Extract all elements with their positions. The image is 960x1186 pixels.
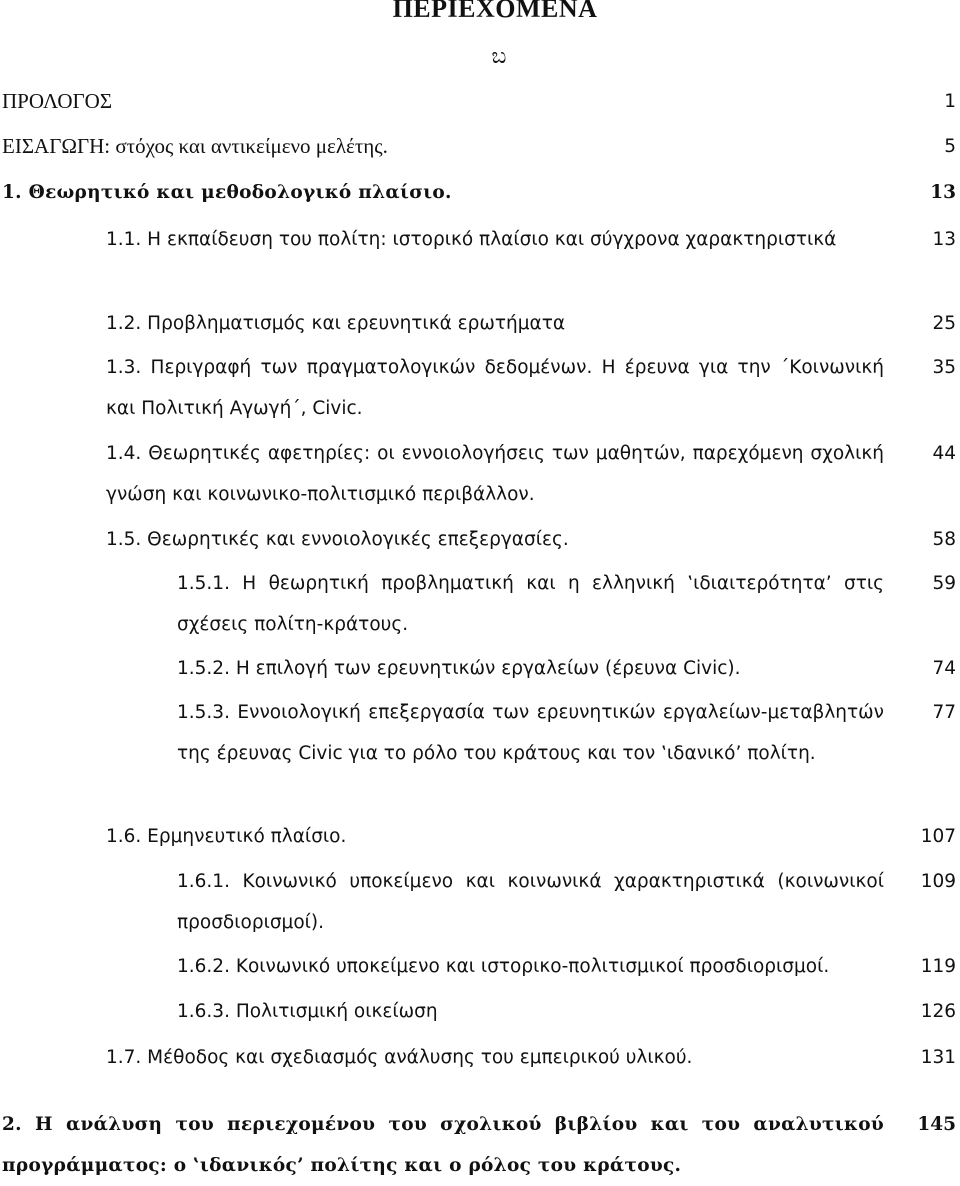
toc-entry-page: 5 — [944, 136, 956, 157]
toc-entry-title: 1.3. Περιγραφή των πραγματολογικών δεδομένων. Η έρευνα για την ΄Κοινωνική και Πολιτική Αγωγή΄, Civic. — [106, 357, 884, 419]
toc-entry — [177, 648, 960, 689]
toc-entry-title: 1.5.3. Εννοιολογική επεξεργασία των ερευνητικών εργαλείων-μεταβλητών της έρευνας Civic για το ρόλο του κράτους και τον ‛ιδανικό’ πολίτη. — [177, 702, 884, 764]
page-title: ΠΕΡΙΕΧΟΜΕΝΑ — [392, 0, 598, 23]
toc-entry-page: 58 — [932, 529, 956, 550]
toc-entry-title: 1.7. Μέθοδος και σχεδιασμός ανάλυσης του εμπειρικού υλικού. — [106, 1047, 693, 1068]
toc-entry-title: 1.6. Ερμηνευτικό πλαίσιο. — [106, 826, 347, 847]
toc-entry-page: 131 — [920, 1047, 956, 1068]
toc-entry — [2, 172, 960, 213]
toc-entry — [106, 1037, 960, 1078]
toc-entry-page: 109 — [920, 871, 956, 892]
toc-entry — [177, 991, 960, 1032]
toc-entry — [2, 1104, 960, 1186]
toc-entry-page: 35 — [932, 357, 956, 378]
toc-entry-title: ΕΙΣΑΓΩΓΗ: στόχος και αντικείμενο μελέτης. — [2, 134, 388, 158]
toc-entry-page: 77 — [932, 702, 956, 723]
toc-entry-title: 1.5. Θεωρητικές και εννοιολογικές επεξεργασίες. — [106, 529, 569, 550]
toc-entry-title: 1.1. Η εκπαίδευση του πολίτη: ιστορικό πλαίσιο και σύγχρονα χαρακτηριστικά — [106, 229, 837, 250]
toc-entry-page: 25 — [932, 313, 956, 334]
ornament-icon: ಬ — [491, 44, 507, 69]
toc-entry — [2, 126, 960, 167]
toc-entry-title: 1.6.3. Πολιτισμική οικείωση — [177, 1001, 438, 1022]
toc-entry-page: 119 — [920, 956, 956, 977]
toc-entry-title: 1.6.1. Κοινωνικό υποκείμενο και κοινωνικά χαρακτηριστικά (κοινωνικοί προσδιορισμοί). — [177, 871, 884, 933]
toc-entry-page: 1 — [944, 91, 956, 112]
toc-entry-page: 145 — [917, 1114, 956, 1135]
toc-entry-title: 1.5.1. Η θεωρητική προβληματική και η ελληνική ‛ιδιαιτερότητα’ στις σχέσεις πολίτη-κράτους. — [177, 573, 884, 635]
toc-entry-page: 44 — [932, 443, 956, 464]
toc-entry-title: 1.2. Προβληματισμός και ερευνητικά ερωτήματα — [106, 313, 566, 334]
toc-entry-title: 1.4. Θεωρητικές αφετηρίες: οι εννοιολογήσεις των μαθητών, παρεχόμενη σχολική γνώση και κοινωνικο-πολιτισμικό περιβάλλον. — [106, 443, 884, 505]
toc-entry — [106, 347, 960, 429]
toc-entry-title: ΠΡΟΛΟΓΟΣ — [2, 89, 113, 113]
toc-entry — [106, 219, 960, 260]
toc-entry — [106, 816, 960, 857]
toc-entry-title: 2. Η ανάλυση του περιεχομένου του σχολικού βιβλίου και του αναλυτικού προγράμματος: ο ‛ιδανικός’ πολίτης και ο ρόλος του κράτους. — [2, 1114, 884, 1176]
toc-entry-title: 1. Θεωρητικό και μεθοδολογικό πλαίσιο. — [2, 182, 452, 203]
toc-entry-page: 107 — [920, 826, 956, 847]
toc-entry — [106, 303, 960, 344]
toc-entry-title: 1.5.2. Η επιλογή των ερευνητικών εργαλείων (έρευνα Civic). — [177, 658, 741, 679]
toc-entry — [2, 81, 960, 122]
toc-entry-page: 13 — [930, 182, 956, 203]
toc-entry — [177, 946, 960, 987]
toc-entry — [177, 563, 960, 645]
toc-entry-page: 13 — [932, 229, 956, 250]
toc-entry-page: 74 — [932, 658, 956, 679]
toc-entry — [106, 433, 960, 515]
toc-entry-page: 126 — [920, 1001, 956, 1022]
toc-entry — [177, 861, 960, 943]
toc-entry-page: 59 — [932, 573, 956, 594]
toc-entry — [177, 692, 960, 774]
toc-entry — [106, 519, 960, 560]
toc-entry-title: 1.6.2. Κοινωνικό υποκείμενο και ιστορικο-πολιτισμικοί προσδιορισμοί. — [177, 956, 830, 977]
